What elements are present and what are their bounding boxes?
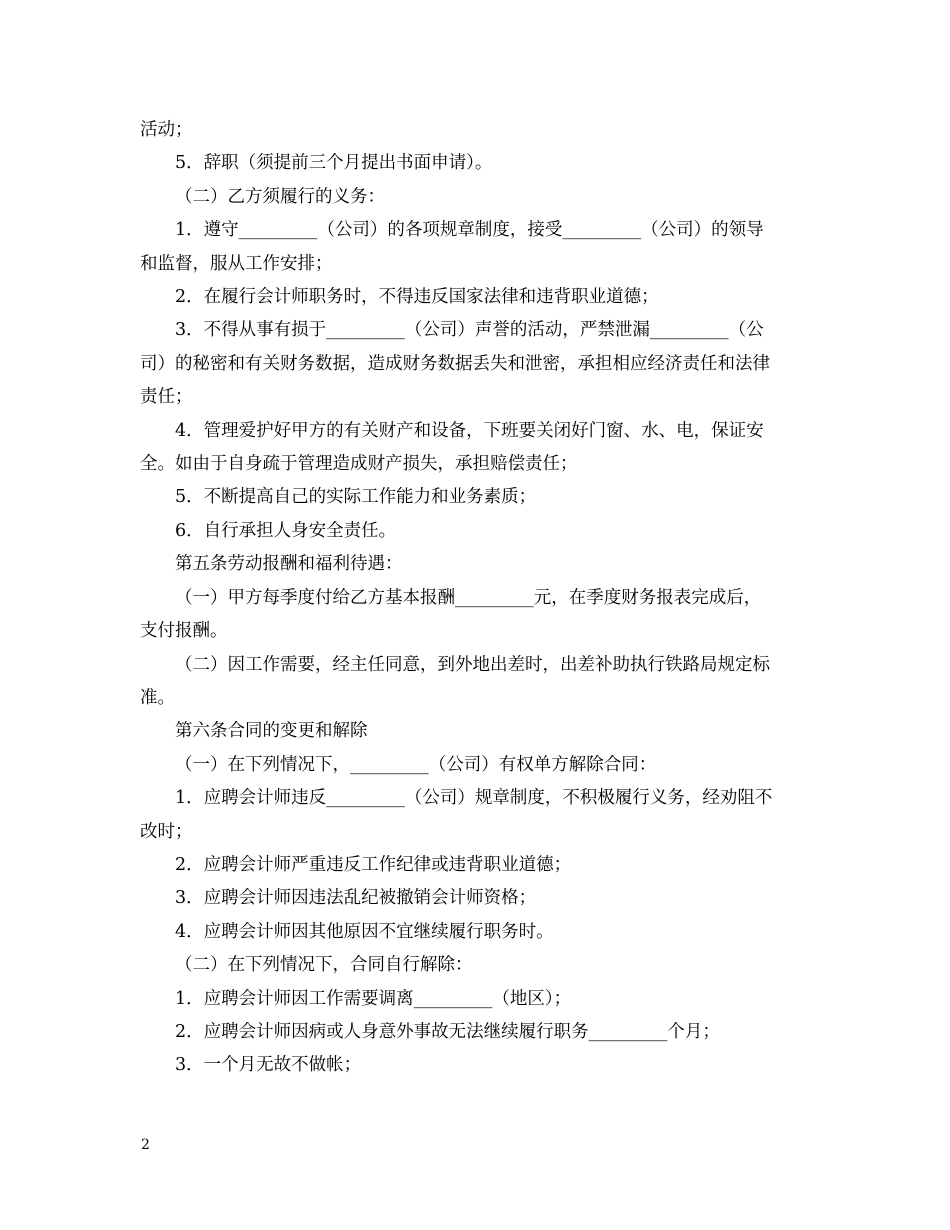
text-line: （二）在下列情况下，合同自行解除： xyxy=(175,955,473,976)
text-line: 1．应聘会计师因工作需要调离_________（地区）； xyxy=(175,988,572,1009)
document-body xyxy=(140,114,812,1083)
section-heading: 第六条合同的变更和解除 xyxy=(175,721,368,742)
text-line: 支付报酬。 xyxy=(140,621,228,642)
text-line: 2．在履行会计师职务时，不得违反国家法律和违背职业道德； xyxy=(175,287,659,308)
text-line: 责任； xyxy=(140,387,193,408)
text-line: 5．不断提高自己的实际工作能力和业务素质； xyxy=(175,487,537,508)
text-line: 全。如由于自身疏于管理造成财产损失，承担赔偿责任； xyxy=(140,454,578,475)
text-line: 活动； xyxy=(140,120,193,140)
text-line: 1．应聘会计师违反_________（公司）规章制度，不积极履行义务，经劝阻不 xyxy=(175,788,773,809)
text-line: 2．应聘会计师严重违反工作纪律或违背职业道德； xyxy=(175,854,572,875)
text-line: 2．应聘会计师因病或人身意外事故无法继续履行职务_________个月； xyxy=(175,1021,720,1042)
section-heading: 第五条劳动报酬和福利待遇： xyxy=(175,554,403,575)
text-line: 6．自行承担人身安全责任。 xyxy=(175,520,397,541)
text-line: （一）甲方每季度付给乙方基本报酬_________元，在季度财务报表完成后， xyxy=(175,587,762,608)
text-line: （一）在下列情况下，_________（公司）有权单方解除合同： xyxy=(175,754,657,775)
text-line: （二）因工作需要，经主任同意，到外地出差时，出差补助执行铁路局规定标 xyxy=(175,654,770,675)
text-line: 4．应聘会计师因其他原因不宜继续履行职务时。 xyxy=(175,921,554,942)
text-line: 1．遵守_________（公司）的各项规章制度，接受_________（公司）的领导 xyxy=(175,220,764,241)
text-line: 5．辞职（须提前三个月提出书面申请）。 xyxy=(175,153,493,174)
text-line: 3．应聘会计师因违法乱纪被撤销会计师资格； xyxy=(175,888,537,909)
text-line: 改时； xyxy=(140,821,193,842)
text-line: 司）的秘密和有关财务数据，造成财务数据丢失和泄密，承担相应经济责任和法律 xyxy=(140,353,770,374)
text-line: 准。 xyxy=(140,687,175,708)
text-line: 和监督，服从工作安排； xyxy=(140,253,333,274)
text-line: 3．不得从事有损于_________（公司）声誉的活动，严禁泄漏_________（公 xyxy=(175,320,764,341)
text-line: 3．一个月无故不做帐； xyxy=(175,1055,362,1076)
text-line: 4．管理爱护好甲方的有关财产和设备，下班要关闭好门窗、水、电，保证安 xyxy=(175,420,764,441)
text-line: （二）乙方须履行的义务： xyxy=(175,186,385,207)
page-number: 2 xyxy=(141,1137,150,1153)
